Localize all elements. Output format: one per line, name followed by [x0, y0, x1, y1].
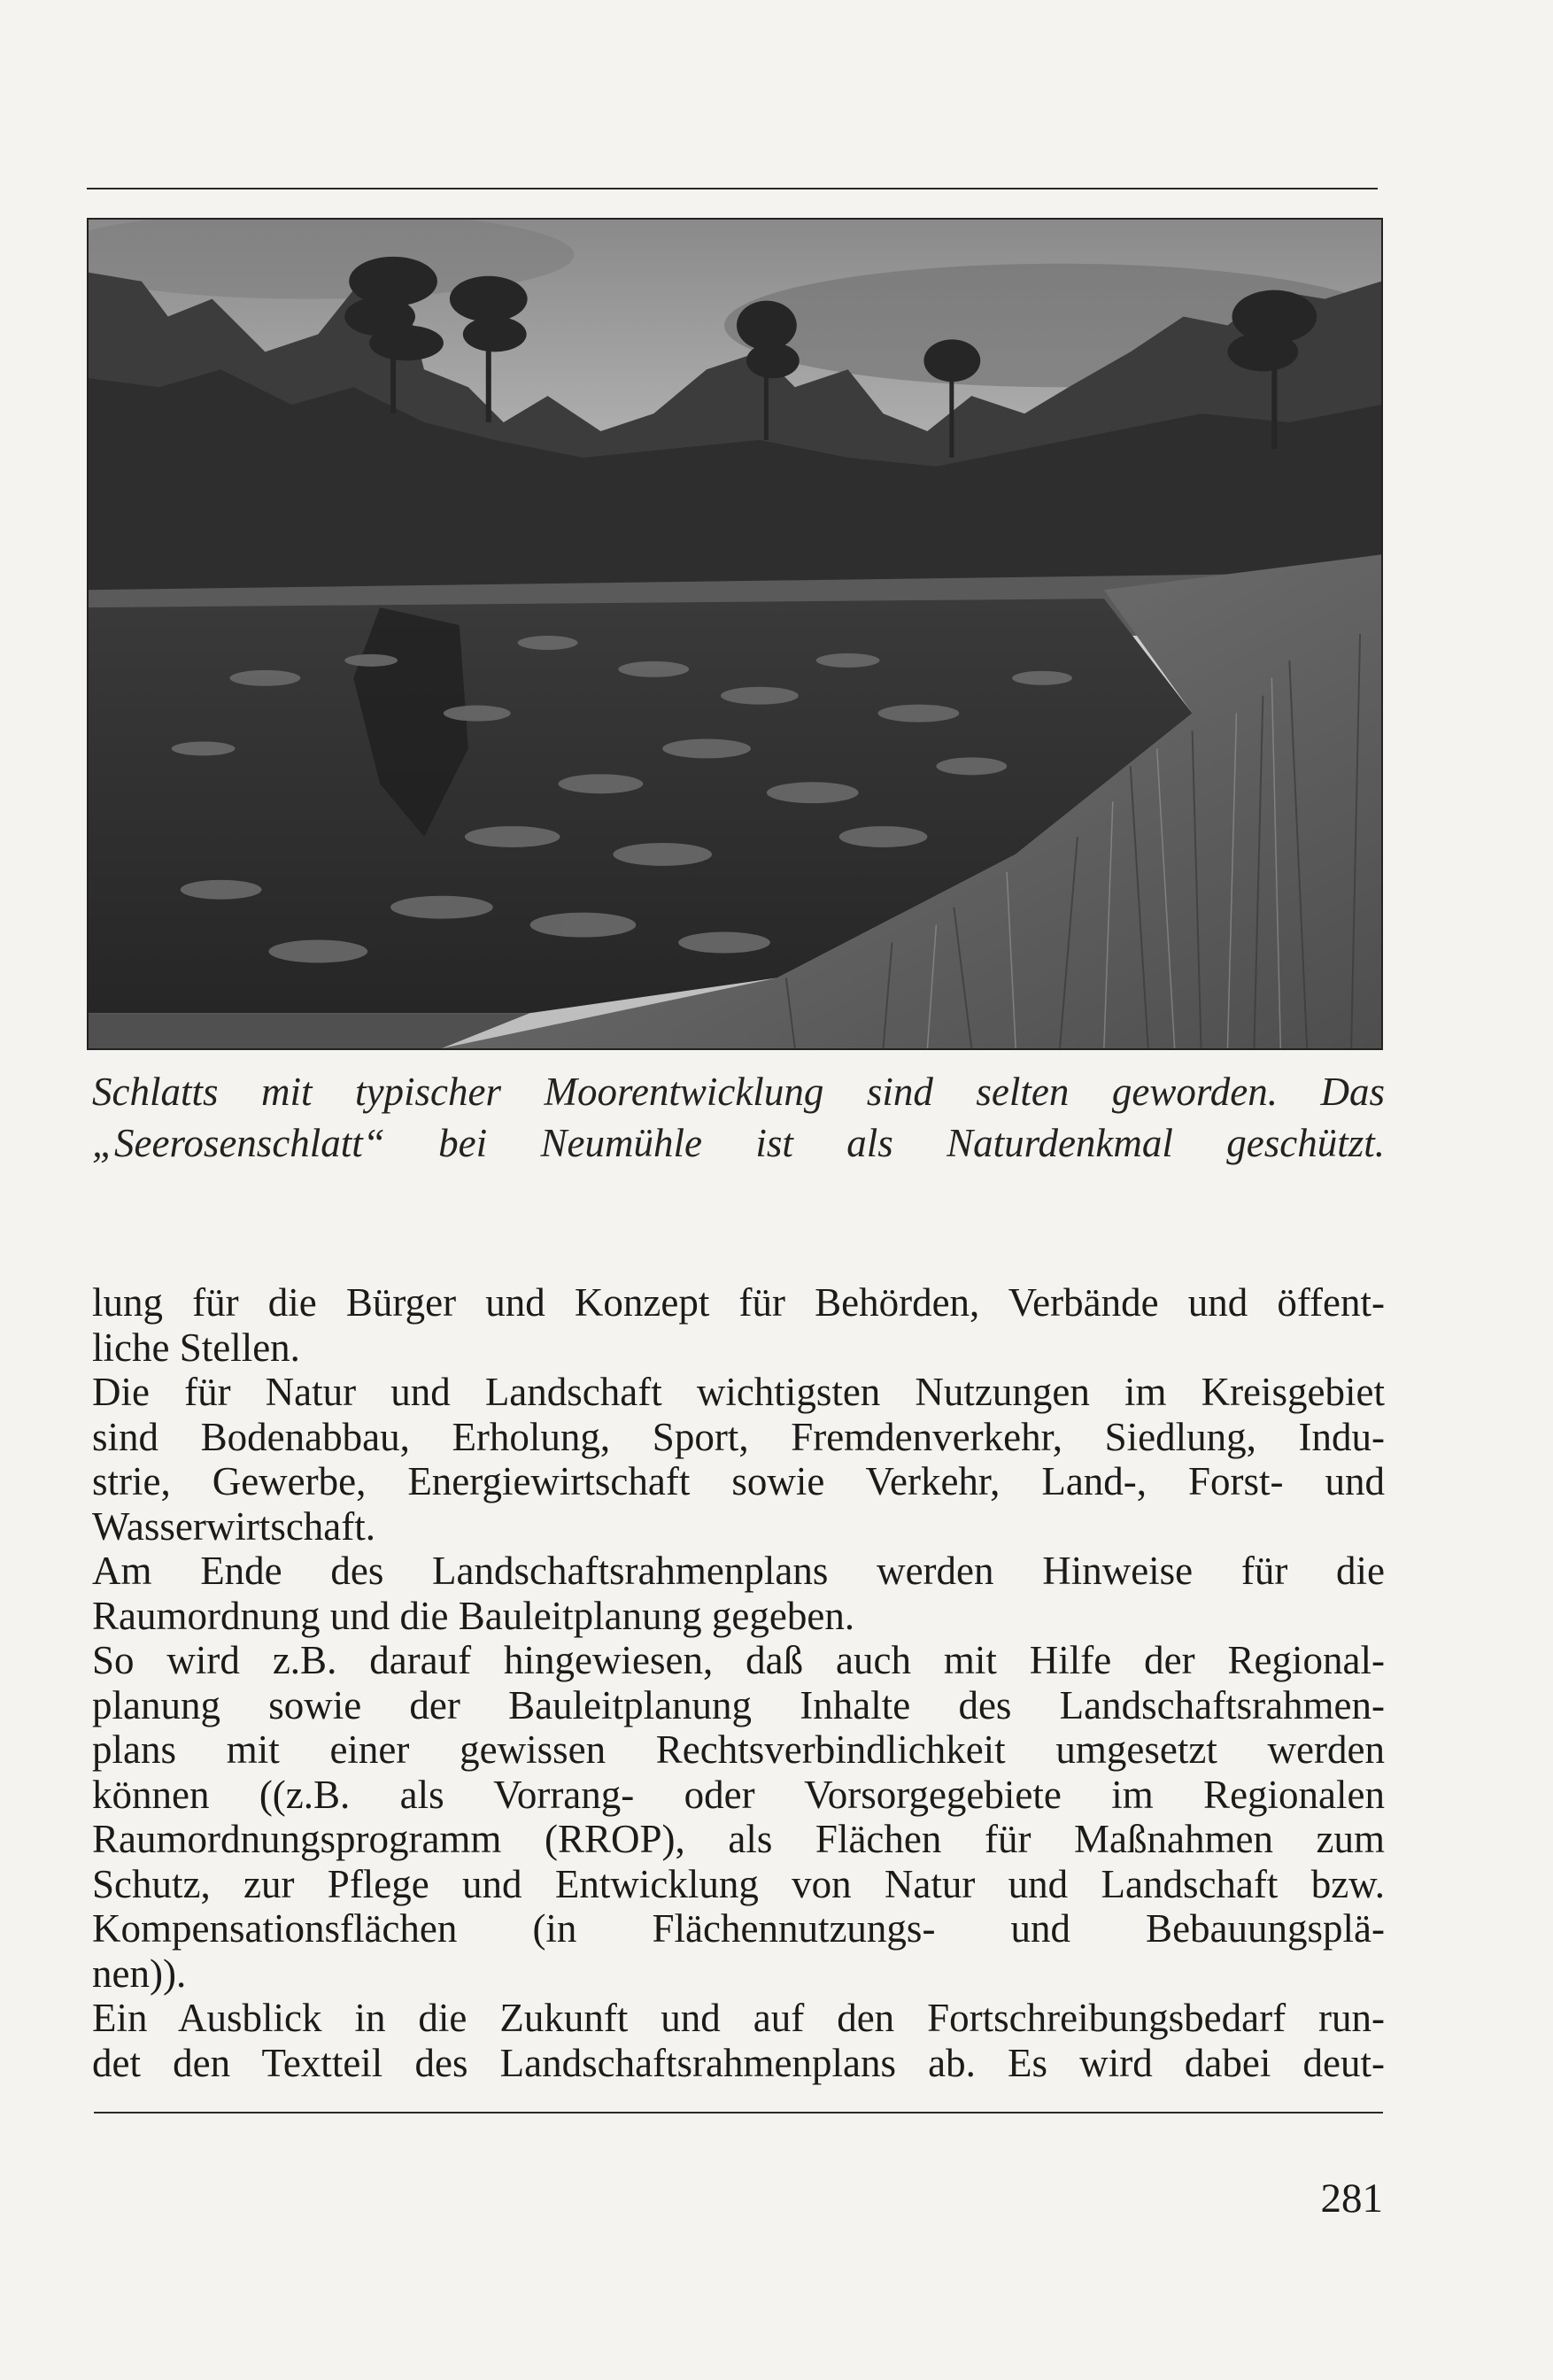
- body-text: [92, 1280, 1385, 2085]
- caption-line: „Seerosenschlatt“ bei Neumühle ist als Naturdenkmal geschützt.: [92, 1121, 1385, 1165]
- text-line: Kompensationsflächen (in Flächennutzungs- und Bebauungsplä-: [92, 1906, 1385, 1951]
- text-line: liche Stellen.: [92, 1325, 300, 1370]
- text-line: Ein Ausblick in die Zukunft und auf den Fortschreibungsbedarf run-: [92, 1996, 1385, 2040]
- text-line: Raumordnungsprogramm (RROP), als Flächen für Maßnahmen zum: [92, 1817, 1385, 1861]
- page-number: 281: [1320, 2175, 1383, 2222]
- photo-caption: [92, 1066, 1385, 1169]
- text-line: Schutz, zur Pflege und Entwicklung von Natur und Landschaft bzw.: [92, 1861, 1385, 1906]
- pond-photo: [87, 218, 1383, 1050]
- text-line: planung sowie der Bauleitplanung Inhalte des Landschaftsrahmen-: [92, 1682, 1385, 1727]
- caption-line: Schlatts mit typischer Moorentwicklung sind selten geworden. Das: [92, 1070, 1385, 1114]
- text-line: Raumordnung und die Bauleitplanung gegeben.: [92, 1593, 855, 1638]
- bottom-rule: [94, 2112, 1383, 2113]
- text-line: lung für die Bürger und Konzept für Behörden, Verbände und öffent-: [92, 1280, 1385, 1325]
- text-line: strie, Gewerbe, Energiewirtschaft sowie Verkehr, Land-, Forst- und: [92, 1459, 1385, 1503]
- text-line: So wird z.B. darauf hingewiesen, daß auch mit Hilfe der Regional-: [92, 1638, 1385, 1682]
- text-line: sind Bodenabbau, Erholung, Sport, Fremdenverkehr, Siedlung, Indu-: [92, 1414, 1385, 1459]
- text-line: nen)).: [92, 1951, 187, 1996]
- text-line: Wasserwirtschaft.: [92, 1503, 376, 1549]
- pond-photo-image: [89, 220, 1381, 1048]
- text-line: Die für Natur und Landschaft wichtigsten Nutzungen im Kreisgebiet: [92, 1370, 1385, 1414]
- text-line: plans mit einer gewissen Rechtsverbindlichkeit umgesetzt werden: [92, 1727, 1385, 1772]
- text-line: können ((z.B. als Vorrang- oder Vorsorgegebiete im Regionalen: [92, 1772, 1385, 1817]
- text-line: Am Ende des Landschaftsrahmenplans werden Hinweise für die: [92, 1549, 1385, 1593]
- top-rule: [87, 188, 1378, 189]
- text-line: det den Textteil des Landschaftsrahmenplans ab. Es wird dabei deut-: [92, 2040, 1385, 2085]
